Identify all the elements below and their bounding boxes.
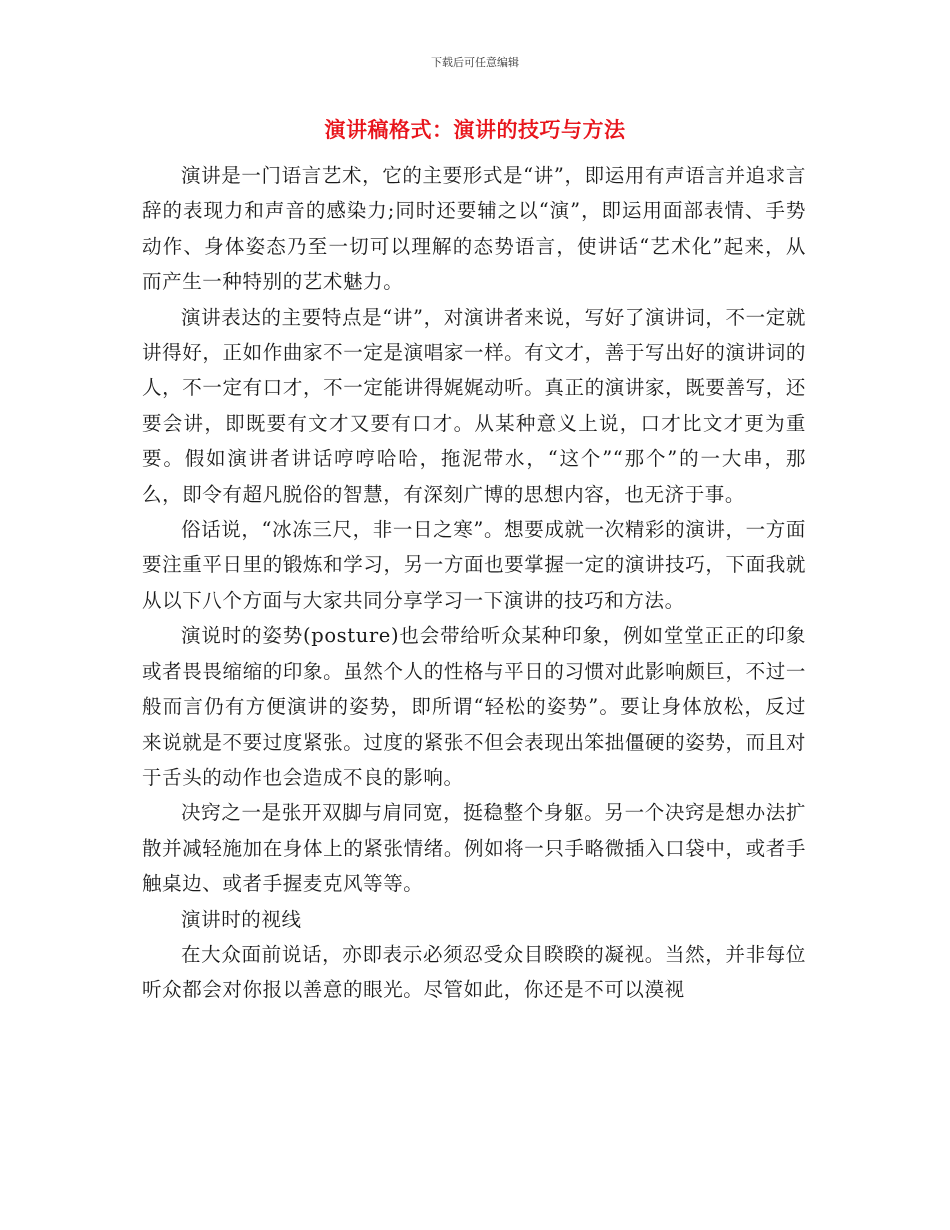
- paragraph-speech-features: 演讲表达的主要特点是“讲”，对演讲者来说，写好了演讲词，不一定就讲得好，正如作曲家不一定是演唱家一样。有文才，善于写出好的演讲词的人，不一定有口才，不一定能讲得娓娓动听。真正的演讲家，既要善写，还要会讲，即既要有文才又要有口才。从某种意义上说，口才比文才更为重要。假如演讲者讲话哼哼哈哈，拖泥带水，“这个”“那个”的一大串，那么，即令有超凡脱俗的智慧，有深刻广博的思想内容，也无济于事。: [142, 305, 806, 506]
- document-title: 演讲稿格式：演讲的技巧与方法: [324, 118, 626, 142]
- section-heading-eye-contact: 演讲时的视线: [181, 907, 302, 931]
- paragraph-proverb: 俗话说，“冰冻三尺，非一日之寒”。想要成就一次精彩的演讲，一方面要注重平日里的锻炼和学习，另一方面也要掌握一定的演讲技巧，下面我就从以下八个方面与大家共同分享学习一下演讲的技巧和方法。: [142, 518, 806, 612]
- header-note: 下载后可任意编辑: [431, 56, 519, 69]
- paragraph-posture-tips: 决窍之一是张开双脚与肩同宽，挺稳整个身躯。另一个决窍是想办法扩散并减轻施加在身体上的紧张情绪。例如将一只手略微插入口袋中，或者手触桌边、或者手握麦克风等等。: [142, 801, 806, 896]
- document-body: [142, 158, 806, 1008]
- paragraph-intro: 演讲是一门语言艺术，它的主要形式是“讲”，即运用有声语言并追求言辞的表现力和声音的感染力;同时还要辅之以“演”，即运用面部表情、手势动作、身体姿态乃至一切可以理解的态势语言，使讲话“艺术化”起来，从而产生一种特别的艺术魅力。: [142, 164, 806, 294]
- paragraph-posture: 演说时的姿势(posture)也会带给听众某种印象，例如堂堂正正的印象或者畏畏缩缩的印象。虽然个人的性格与平日的习惯对此影响颇巨，不过一般而言仍有方便演讲的姿势，即所谓“轻松的姿势”。要让身体放松，反过来说就是不要过度紧张。过度的紧张不但会表现出笨拙僵硬的姿势，而且对于舌头的动作也会造成不良的影响。: [142, 624, 806, 789]
- paragraph-eye-contact: 在大众面前说话，亦即表示必须忍受众目睽睽的凝视。当然，并非每位听众都会对你报以善意的眼光。尽管如此，你还是不可以漠视: [142, 942, 806, 1002]
